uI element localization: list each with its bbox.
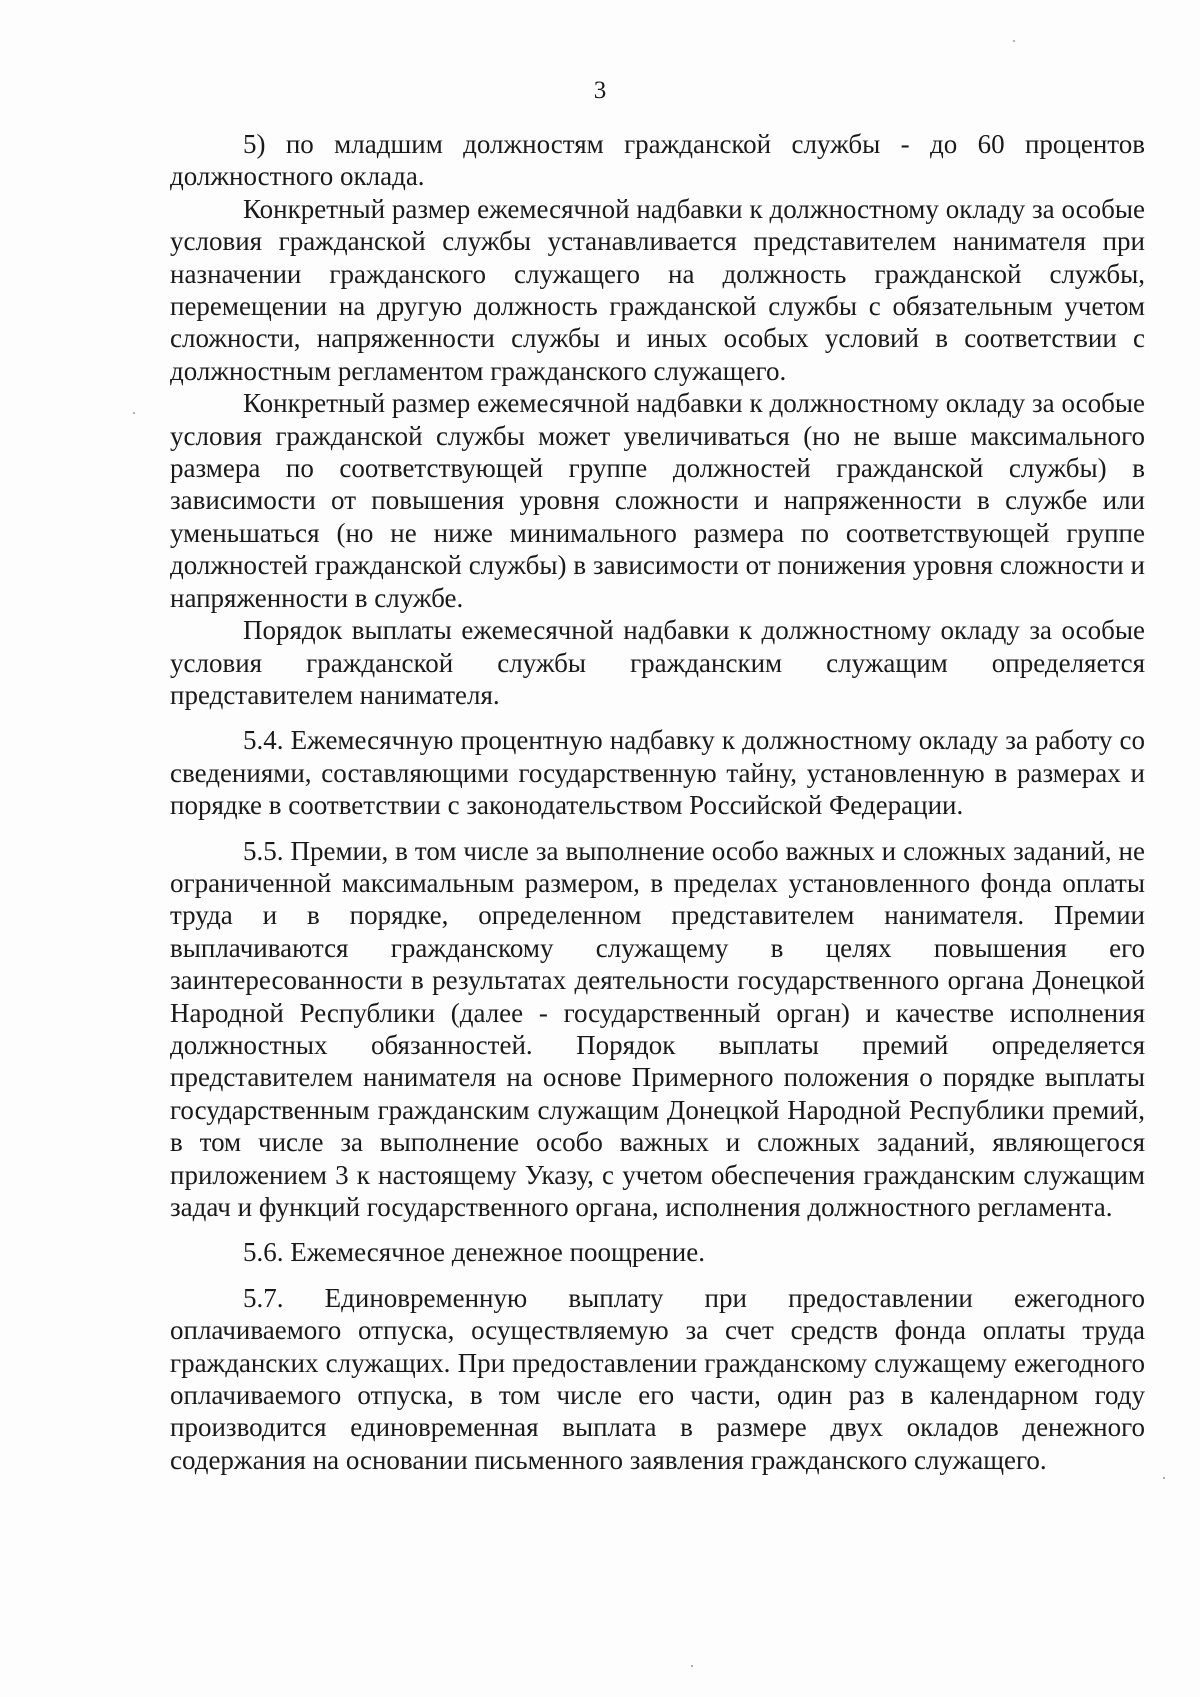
paragraph-5-6: 5.6. Ежемесячное денежное поощрение. bbox=[243, 1237, 705, 1268]
paragraph-5-5: 5.5. Премии, в том числе за выполнение особо важных и сложных заданий, не ограниченной максимальным размером, в пределах установленного фонда оплаты труда и в порядке, определенном представителем нанимателя. Премии выплачиваются гражданскому служащему в целях повышения его заинтересованности в результатах деятельности государственного органа Донецкой Народной Республики (далее - государственный орган) и качестве исполнения должностных обязанностей. Порядок выплаты премий определяется представителем нанимателя на основе Примерного положения о порядке выплаты государственным гражданским служащим Донецкой Народной Республики премий, в том числе за выполнение особо важных и сложных заданий, являющегося приложением 3 к настоящему Указу, с учетом обеспечения гражданским служащим задач и функций государственного органа, исполнения должностного регламента. bbox=[170, 835, 1145, 1222]
paragraph-item-5-junior-positions: 5) по младшим должностям гражданской службы - до 60 процентов должностного оклада. bbox=[170, 129, 1145, 192]
page-number: 3 bbox=[593, 77, 607, 104]
scan-speck bbox=[1013, 40, 1015, 42]
scan-speck bbox=[1163, 1477, 1165, 1479]
paragraph-allowance-procedure: Порядок выплаты ежемесячной надбавки к должностному окладу за особые условия гражданской службы гражданским служащим определяется представителем нанимателя. bbox=[170, 615, 1145, 710]
scan-speck bbox=[133, 412, 135, 414]
scan-speck bbox=[691, 1665, 693, 1667]
document-body bbox=[170, 128, 1145, 1476]
paragraph-5-7: 5.7. Единовременную выплату при предоставлении ежегодного оплачиваемого отпуска, осуществляемую за счет средств фонда оплаты труда гражданских служащих. При предоставлении гражданскому служащему ежегодного оплачиваемого отпуска, в том числе его части, один раз в календарном году производится единовременная выплата в размере двух окладов денежного содержания на основании письменного заявления гражданского служащего. bbox=[170, 1282, 1145, 1475]
paragraph-allowance-size: Конкретный размер ежемесячной надбавки к должностному окладу за особые условия гражданской службы устанавливается представителем нанимателя при назначении гражданского служащего на должность гражданской службы, перемещении на другую должность гражданской службы с обязательным учетом сложности, напряженности службы и иных особых условий в соответствии с должностным регламентом гражданского служащего. bbox=[170, 193, 1145, 386]
paragraph-5-4: 5.4. Ежемесячную процентную надбавку к должностному окладу за работу со сведениями, составляющими государственную тайну, установленную в размерах и порядке в соответствии с законодательством Российской Федерации. bbox=[170, 725, 1145, 821]
paragraph-allowance-change: Конкретный размер ежемесячной надбавки к должностному окладу за особые условия гражданской службы может увеличиваться (но не выше максимального размера по соответствующей группе должностей гражданской службы) в зависимости от повышения уровня сложности и напряженности в службе или уменьшаться (но не ниже минимального размера по соответствующей группе должностей гражданской службы) в зависимости от понижения уровня сложности и напряженности в службе. bbox=[170, 388, 1145, 613]
